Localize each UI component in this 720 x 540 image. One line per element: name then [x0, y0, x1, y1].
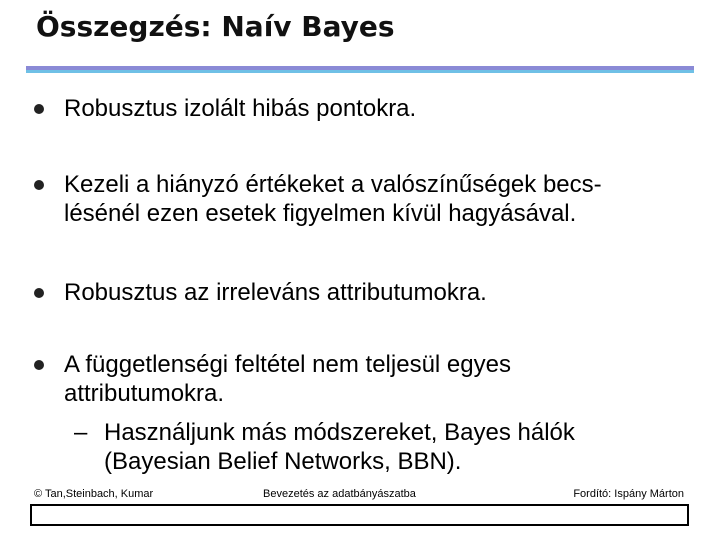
footer-translator: Fordító: Ispány Márton	[573, 488, 684, 500]
slide-title: Összegzés: Naív Bayes	[36, 10, 395, 43]
bullet-item-1	[34, 94, 694, 123]
bullet-dot-icon	[34, 104, 44, 114]
bullet-2-line-1: Kezeli a hiányzó értékeket a valószínűségek becs-	[64, 171, 602, 198]
title-underline-bottom	[26, 70, 694, 73]
sub-bullet-line-2: (Bayesian Belief Networks, BBN).	[104, 448, 462, 475]
bullet-text-4	[64, 350, 694, 408]
bullet-2-line-2: lésénél ezen esetek figyelmen kívül hagyásával.	[64, 200, 577, 227]
sub-bullet-text	[104, 418, 694, 476]
bullet-item-3	[34, 278, 694, 307]
bullet-text-2	[64, 170, 694, 228]
footer-authors: © Tan,Steinbach, Kumar	[34, 488, 154, 500]
bullet-dot-icon	[34, 288, 44, 298]
bullet-dot-icon	[34, 360, 44, 370]
dash-icon: –	[74, 419, 88, 446]
bullet-text-1: Robusztus izolált hibás pontokra.	[64, 95, 417, 122]
footer-box	[30, 504, 689, 526]
sub-bullet-line-1: Használjunk más módszereket, Bayes hálók	[104, 419, 575, 446]
bullet-item-2	[34, 170, 694, 228]
footer-course-title: Bevezetés az adatbányászatba	[263, 488, 416, 500]
bullet-4-line-1: A függetlenségi feltétel nem teljesül egyes	[64, 351, 511, 378]
bullet-item-4	[34, 350, 694, 408]
bullet-4-line-2: attributumokra.	[64, 380, 225, 407]
sub-bullet-item	[74, 418, 694, 476]
bullet-dot-icon	[34, 180, 44, 190]
bullet-text-3: Robusztus az irreleváns attributumokra.	[64, 279, 487, 306]
